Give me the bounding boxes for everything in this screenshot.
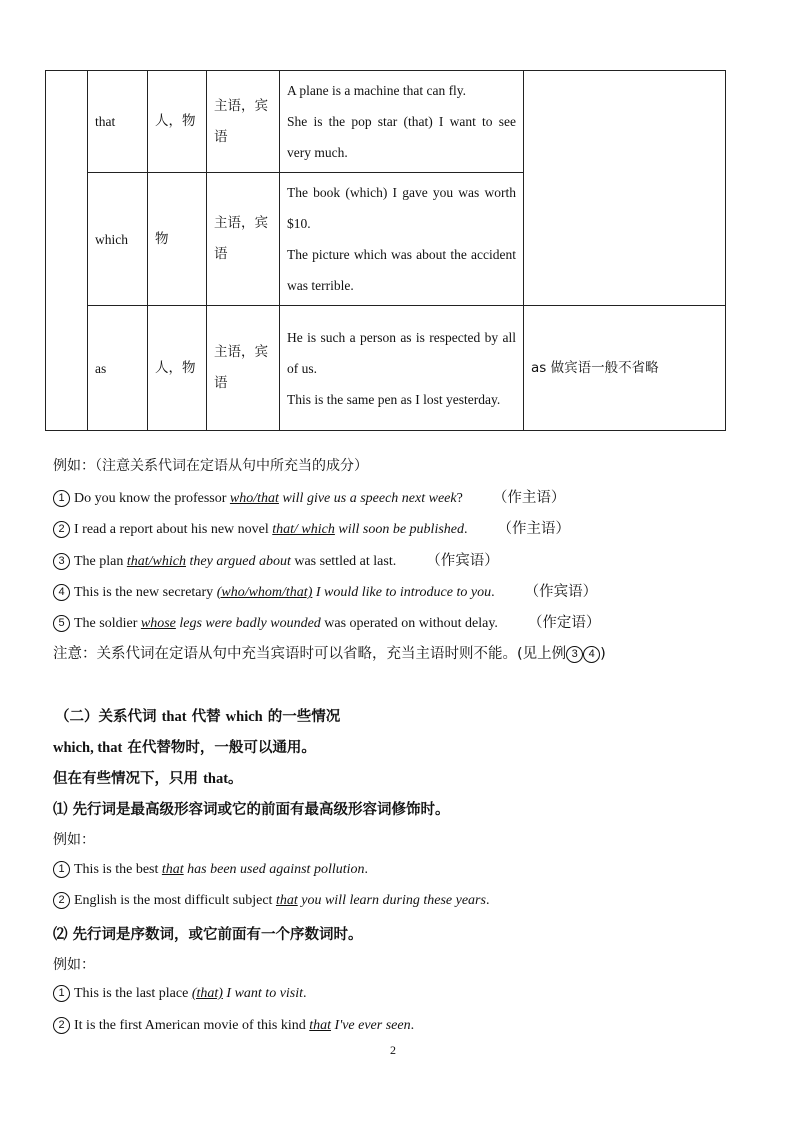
- rule-heading: ⑴ 先行词是最高级形容词或它的前面有最高级形容词修饰时。: [53, 802, 450, 818]
- example-line: 2 It is the first American movie of this kind that I've ever seen.: [53, 1017, 414, 1034]
- antecedent-cell: 人，物: [148, 71, 207, 173]
- example-sentence: The picture which was about the accident was terrible.: [287, 247, 516, 293]
- example-sentence: A plane is a machine that can fly.: [287, 83, 467, 98]
- role-label: （作主语）: [492, 490, 566, 506]
- relative-pronoun: (who/whom/that): [216, 585, 313, 600]
- example-line: 3 The plan that/which they argued about was settled at last. （作宾语）: [53, 549, 499, 570]
- role-label: （作定语）: [527, 615, 601, 631]
- relative-pronoun: that: [161, 862, 184, 877]
- example-line: 4 This is the new secretary (who/whom/that) I would like to introduce to you. （作宾语）: [53, 580, 597, 601]
- note-line: 注意：关系代词在定语从句中充当宾语时可以省略，充当主语时则不能。(见上例 3 4 ): [53, 646, 606, 662]
- example-cell: [280, 173, 524, 306]
- merged-left-cell: [46, 71, 88, 431]
- clause: I would like to introduce to you: [312, 585, 492, 600]
- circled-number: 4: [583, 646, 600, 663]
- function-cell: 主语，宾语: [207, 71, 280, 173]
- circled-number: 2: [53, 521, 70, 538]
- clause: you will learn during these years: [297, 893, 486, 908]
- example-sentence: The book (which) I gave you was worth $10.: [287, 185, 516, 231]
- example-cell: [280, 71, 524, 173]
- circled-number: 5: [53, 615, 70, 632]
- pronoun-cell: as: [88, 306, 148, 431]
- role-label: （作主语）: [497, 521, 571, 537]
- clause: has been used against pollution: [183, 862, 365, 877]
- clause: they argued about: [186, 554, 291, 569]
- clause: will give us a speech next week: [278, 491, 457, 506]
- clause: I want to visit: [222, 986, 304, 1001]
- relative-pronoun: (that): [191, 986, 223, 1001]
- relative-pronoun: who/that: [229, 491, 279, 506]
- antecedent-cell: 人，物: [148, 306, 207, 431]
- example-line: 1 Do you know the professor who/that will give us a speech next week? （作主语）: [53, 486, 565, 507]
- circled-number: 1: [53, 861, 70, 878]
- role-label: （作宾语）: [524, 584, 598, 600]
- circled-number: 2: [53, 1017, 70, 1034]
- relative-pronoun: that: [309, 1018, 332, 1033]
- page-number: 2: [390, 1043, 396, 1057]
- circled-number: 1: [53, 985, 70, 1002]
- note-cell: [524, 71, 726, 306]
- circled-number: 1: [53, 490, 70, 507]
- example-cell: [280, 306, 524, 431]
- antecedent-cell: 物: [148, 173, 207, 306]
- role-label: （作宾语）: [426, 553, 499, 569]
- rule-heading: ⑵ 先行词是序数词，或它前面有一个序数词时。: [53, 927, 363, 943]
- relative-pronoun: that/which: [126, 554, 186, 569]
- pronoun-cell: that: [88, 71, 148, 173]
- example-sentence: This is the same pen as I lost yesterday.: [287, 391, 501, 407]
- clause: I've ever seen: [331, 1018, 411, 1033]
- function-cell: 主语，宾语: [207, 306, 280, 431]
- section-title: （二）关系代词 that 代替 which 的一些情况: [55, 709, 341, 725]
- table-row: [46, 71, 726, 173]
- relative-pronoun: that: [275, 893, 298, 908]
- circled-number: 3: [566, 646, 583, 663]
- example-label: 例如：: [53, 832, 95, 848]
- clause: legs were badly wounded: [175, 616, 321, 631]
- rule-line: which, that 在代替物时，一般可以通用。: [53, 740, 316, 756]
- example-sentence: She is the pop star (that) I want to see very much.: [287, 114, 516, 160]
- example-line: 2 I read a report about his new novel that/ which will soon be published. （作主语）: [53, 517, 570, 538]
- example-label: 例如：: [53, 957, 95, 973]
- relative-pronoun: whose: [140, 616, 176, 631]
- example-line: 5 The soldier whose legs were badly wounded was operated on without delay. （作定语）: [53, 611, 600, 632]
- example-sentence: He is such a person as is respected by all of us.: [287, 329, 516, 376]
- clause: will soon be published: [334, 522, 465, 537]
- table-row: [46, 306, 726, 431]
- example-line: 1 This is the last place (that) I want to visit.: [53, 985, 307, 1002]
- function-cell: 主语，宾语: [207, 173, 280, 306]
- relative-pronoun: that/ which: [272, 522, 335, 537]
- relative-pronoun-table: [45, 70, 726, 431]
- examples-intro: 例如：（注意关系代词在定语从句中所充当的成分）: [53, 458, 368, 474]
- note-cell: as 做宾语一般不省略: [524, 306, 726, 431]
- circled-number: 2: [53, 892, 70, 909]
- example-line: 1 This is the best that has been used against pollution.: [53, 861, 368, 878]
- example-line: 2 English is the most difficult subject that you will learn during these years.: [53, 892, 489, 909]
- rule-line: 但在有些情况下，只用 that。: [53, 771, 243, 787]
- circled-number: 4: [53, 584, 70, 601]
- circled-number: 3: [53, 553, 70, 570]
- pronoun-cell: which: [88, 173, 148, 306]
